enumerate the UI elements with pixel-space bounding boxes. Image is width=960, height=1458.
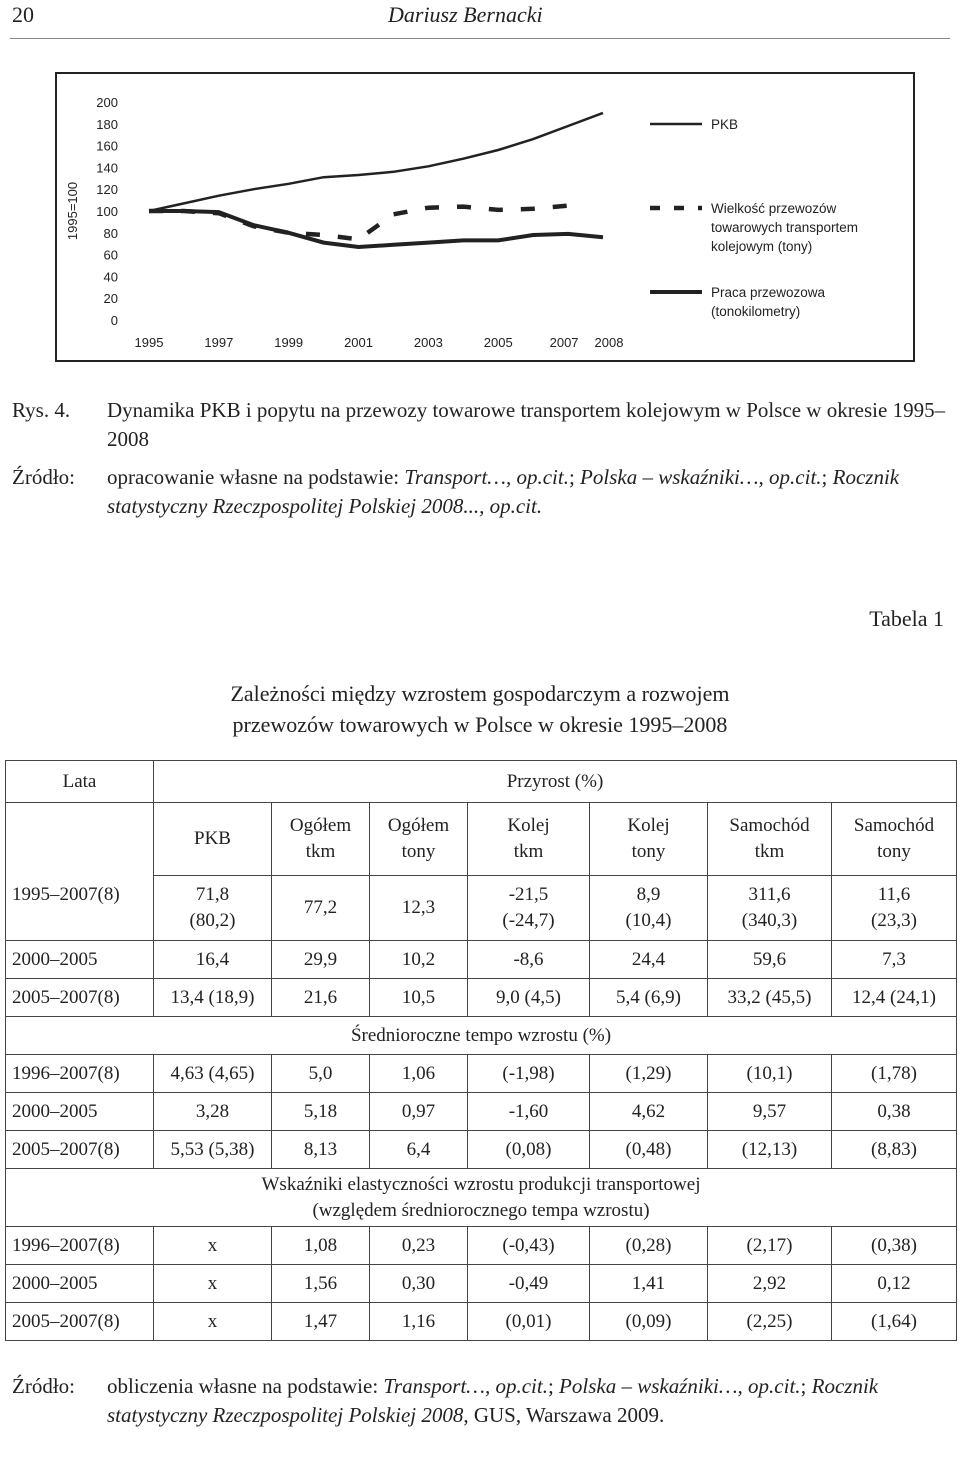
row-label: 2005–2007(8) (6, 1303, 154, 1341)
table-title: Zależności między wzrostem gospodarczym a rozwojem przewozów towarowych w Polsce w okresie 1995–2008 (230, 681, 730, 737)
table-cell: 16,4 (154, 941, 272, 979)
table-cell: (0,08) (468, 1131, 590, 1169)
col-header-samochod-tkm: Samochód tkm (708, 803, 832, 876)
table-cell: 0,97 (370, 1093, 468, 1131)
table-cell: 4,62 (590, 1093, 708, 1131)
figure-source-label: Źródło: (12, 465, 75, 489)
x-tick-label: 2007 (549, 335, 579, 350)
table-cell: (1,29) (590, 1055, 708, 1093)
figure-source-text: opracowanie własne na podstawie: Transport…, op.cit.; Polska – wskaźniki…, op.cit.; Rocznik statystyczny Rzeczpospolitej Polskiej 2008..., op.cit. (107, 465, 900, 518)
table-cell: -0,49 (468, 1265, 590, 1303)
table-cell: (2,17) (708, 1227, 832, 1265)
table-cell: 8,9 (10,4) (590, 876, 708, 941)
table-number: Tabela 1 (869, 606, 944, 631)
x-tick-label: 1997 (204, 335, 234, 350)
table-cell: 11,6 (23,3) (832, 876, 957, 941)
y-tick-label: 140 (96, 160, 118, 176)
y-tick-label: 200 (96, 95, 118, 110)
table-row (6, 1055, 957, 1093)
table-cell: 1,06 (370, 1055, 468, 1093)
table-cell: -8,6 (468, 941, 590, 979)
row-label: 2000–2005 (6, 1093, 154, 1131)
table-cell: -1,60 (468, 1093, 590, 1131)
table-cell: 5,18 (272, 1093, 370, 1131)
table-cell: 9,0 (4,5) (468, 979, 590, 1017)
table-source-text: obliczenia własne na podstawie: Transport…, op.cit.; Polska – wskaźniki…, op.cit.; Rocznik statystyczny Rzeczpospolitej Polskiej 2008, GUS, Warszawa 2009. (107, 1374, 879, 1427)
header-lata: Lata (6, 761, 154, 803)
table-cell: x (154, 1265, 272, 1303)
legend-label: kolejowym (tony) (711, 239, 813, 254)
section-tempo: Średnioroczne tempo wzrostu (%) (6, 1017, 957, 1055)
table-cell: 59,6 (708, 941, 832, 979)
table-cell: 0,23 (370, 1227, 468, 1265)
row-label: 2000–2005 (6, 1265, 154, 1303)
legend-label: (tonokilometry) (711, 304, 801, 319)
row-label: 1996–2007(8) (6, 1227, 154, 1265)
table-source (12, 1372, 947, 1430)
y-axis-label: 1995=100 (65, 181, 80, 241)
table-cell: 6,4 (370, 1131, 468, 1169)
table-row (6, 1303, 957, 1341)
figure-caption (12, 396, 947, 454)
running-head-author: Dariusz Bernacki (388, 2, 543, 27)
y-tick-label: 0 (110, 313, 118, 328)
table-row (6, 941, 957, 979)
table-cell: 2,92 (708, 1265, 832, 1303)
table-row (6, 876, 957, 941)
table-cell: (8,83) (832, 1131, 957, 1169)
figure-label: Rys. 4. (12, 398, 71, 422)
col-header-kolej-tony: Kolej tony (590, 803, 708, 876)
y-tick-label: 20 (103, 291, 118, 307)
table-cell: 77,2 (272, 876, 370, 941)
table-cell: 311,6 (340,3) (708, 876, 832, 941)
header-przyrost: Przyrost (%) (154, 761, 957, 803)
table-row (6, 1227, 957, 1265)
table-row (6, 1131, 957, 1169)
y-tick-label: 100 (96, 204, 118, 219)
row-label: 2005–2007(8) (6, 1131, 154, 1169)
table-cell: 71,8 (80,2) (154, 876, 272, 941)
table-cell: (0,48) (590, 1131, 708, 1169)
series-line-1 (149, 113, 603, 211)
x-tick-label: 2008 (594, 335, 624, 350)
header-empty (6, 803, 154, 876)
table-cell: 10,2 (370, 941, 468, 979)
table-cell: 1,56 (272, 1265, 370, 1303)
y-tick-label: 160 (96, 138, 118, 154)
table-cell: 24,4 (590, 941, 708, 979)
table-cell: 5,0 (272, 1055, 370, 1093)
y-tick-label: 40 (103, 269, 118, 285)
section-elastycznosc: Wskaźniki elastyczności wzrostu produkcji transportowej (względem średniorocznego tempa wzrostu) (6, 1169, 957, 1227)
legend-label: Praca przewozowa (711, 285, 826, 300)
x-tick-label: 2005 (483, 335, 513, 350)
row-label: 2005–2007(8) (6, 979, 154, 1017)
col-header-pkb: PKB (154, 803, 272, 876)
table-cell: 5,4 (6,9) (590, 979, 708, 1017)
table-cell: 0,12 (832, 1265, 957, 1303)
table-cell: 1,41 (590, 1265, 708, 1303)
table-cell: (-1,98) (468, 1055, 590, 1093)
table-cell: 12,4 (24,1) (832, 979, 957, 1017)
table-cell: 7,3 (832, 941, 957, 979)
y-tick-label: 80 (103, 225, 118, 241)
table-cell: 9,57 (708, 1093, 832, 1131)
y-tick-label: 180 (96, 116, 118, 132)
table-cell: 33,2 (45,5) (708, 979, 832, 1017)
table-row (6, 979, 957, 1017)
x-tick-label: 1999 (274, 335, 304, 350)
table-cell: (0,28) (590, 1227, 708, 1265)
header-rule (10, 38, 950, 39)
col-header-ogolem-tkm: Ogółem tkm (272, 803, 370, 876)
table-cell: x (154, 1227, 272, 1265)
legend-label: towarowych transportem (711, 220, 859, 235)
table-cell: 1,47 (272, 1303, 370, 1341)
table-cell: 13,4 (18,9) (154, 979, 272, 1017)
table-row (6, 1265, 957, 1303)
figure-source (12, 463, 947, 521)
table-cell: -21,5 (-24,7) (468, 876, 590, 941)
table-cell: (1,64) (832, 1303, 957, 1341)
table-cell: (10,1) (708, 1055, 832, 1093)
y-tick-label: 120 (96, 182, 118, 198)
table-row (6, 1093, 957, 1131)
col-header-ogolem-tony: Ogółem tony (370, 803, 468, 876)
table-source-label: Źródło: (12, 1374, 75, 1398)
x-tick-label: 2003 (413, 335, 443, 350)
x-tick-label: 2001 (344, 335, 373, 350)
table-cell: 29,9 (272, 941, 370, 979)
row-label: 1995–2007(8) (6, 876, 154, 941)
table-cell: (-0,43) (468, 1227, 590, 1265)
table-cell: 21,6 (272, 979, 370, 1017)
table-cell: (0,01) (468, 1303, 590, 1341)
figure-chart (55, 72, 915, 362)
table-cell: 5,53 (5,38) (154, 1131, 272, 1169)
table-cell: 1,16 (370, 1303, 468, 1341)
table-cell: (12,13) (708, 1131, 832, 1169)
row-label: 2000–2005 (6, 941, 154, 979)
table-cell: (1,78) (832, 1055, 957, 1093)
table-cell: (0,09) (590, 1303, 708, 1341)
row-label: 1996–2007(8) (6, 1055, 154, 1093)
data-table (5, 760, 957, 1341)
table-cell: (0,38) (832, 1227, 957, 1265)
table-cell: 10,5 (370, 979, 468, 1017)
col-header-kolej-tkm: Kolej tkm (468, 803, 590, 876)
y-tick-label: 60 (103, 247, 118, 263)
table-cell: 0,38 (832, 1093, 957, 1131)
table-cell: x (154, 1303, 272, 1341)
table-cell: 8,13 (272, 1131, 370, 1169)
table-cell: (2,25) (708, 1303, 832, 1341)
col-header-samochod-tony: Samochód tony (832, 803, 957, 876)
table-cell: 0,30 (370, 1265, 468, 1303)
table-cell: 3,28 (154, 1093, 272, 1131)
x-tick-label: 1995 (134, 335, 164, 350)
table-cell: 1,08 (272, 1227, 370, 1265)
legend-label: Wielkość przewozów (711, 201, 837, 216)
page-number: 20 (12, 2, 34, 27)
figure-caption-text: Dynamika PKB i popytu na przewozy towarowe transportem kolejowym w Polsce w okresie 1995–2008 (107, 398, 946, 451)
table-cell: 12,3 (370, 876, 468, 941)
legend-label: PKB (711, 117, 739, 132)
table-cell: 4,63 (4,65) (154, 1055, 272, 1093)
